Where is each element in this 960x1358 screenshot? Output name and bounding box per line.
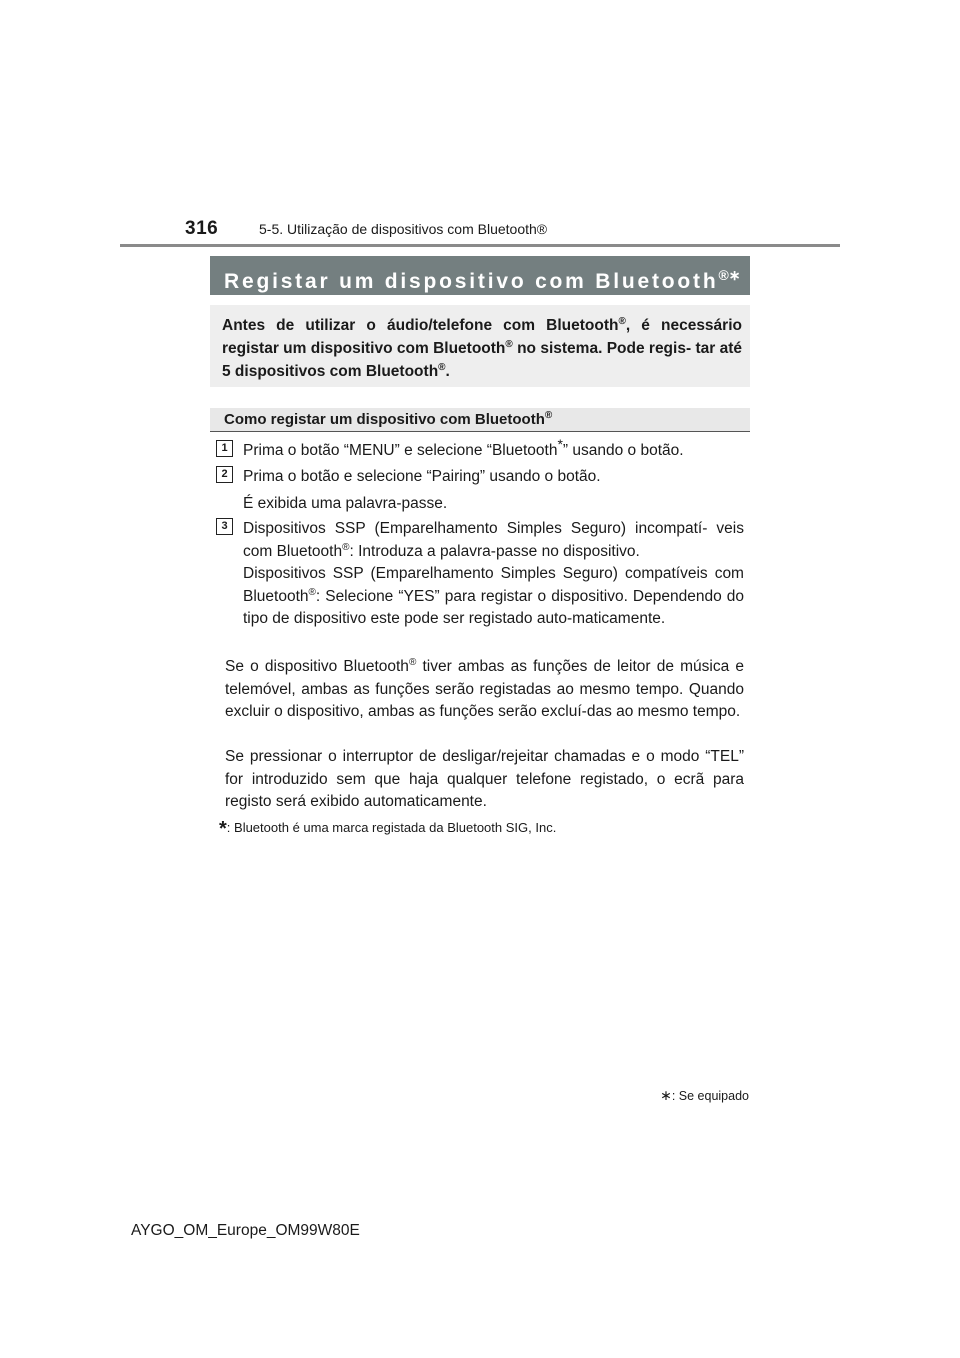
footnote-text: : Bluetooth é uma marca registada da Bluetooth SIG, Inc.: [226, 820, 557, 835]
asterisk-mark: *: [557, 436, 563, 452]
step-text: veis com Bluetooth: [243, 520, 744, 560]
registered-mark: ®: [408, 657, 417, 668]
paragraph-tel-mode: Se pressionar o interruptor de desligar/rejeitar chamadas e o modo “TEL” for introduzido sem que haja qualquer telefone registado, o ecrã para registo será exibido automaticamente.: [225, 748, 744, 810]
step-text: ” usando o botão.: [562, 442, 684, 459]
step-number-2: 2: [216, 466, 233, 483]
page-number: 316: [185, 218, 219, 239]
intro-text: no sistema. Pode regis-: [512, 340, 692, 357]
step-text: com Bluetooth: [243, 565, 744, 605]
step-text: : Introduza a palavra-passe no dispositivo.: [349, 542, 640, 560]
step-2-note: É exibida uma palavra-passe.: [243, 495, 448, 512]
registered-mark: ®: [342, 541, 350, 553]
paragraph-text: Se o dispositivo Bluetooth: [225, 658, 409, 675]
step-3-text-b: [243, 563, 744, 631]
document-code: AYGO_OM_Europe_OM99W80E: [131, 1222, 360, 1239]
intro-box: [210, 305, 750, 387]
registered-mark: ®: [618, 316, 626, 327]
paragraph-text: tiver ambas as funções de leitor de música e telemóvel, ambas as funções serão registadas ao mesmo tempo. Quando excluir o dispositivo, ambas as funções serão excluí-das ao mesmo tempo.: [225, 658, 745, 720]
asterisk-mark: *: [219, 818, 227, 840]
section-path: 5-5. Utilização de dispositivos com Bluetooth®: [259, 221, 548, 237]
registered-mark: ®: [438, 362, 446, 373]
intro-text: .: [445, 363, 450, 380]
subheading: [210, 408, 750, 432]
registered-mark: ®: [544, 410, 553, 421]
registered-mark: ®: [308, 586, 316, 598]
step-text: Dispositivos SSP (Emparelhamento Simples Seguro) incompatí-: [243, 520, 708, 537]
intro-text: , é necessário: [625, 317, 742, 334]
intro-text: Antes de utilizar o áudio/telefone com Bluetooth: [222, 317, 619, 334]
page-header: [185, 218, 840, 244]
asterisk-icon: ∗: [660, 1087, 672, 1103]
footnote: [219, 818, 556, 841]
intro-text: tar até 5 dispositivos com Bluetooth: [222, 340, 742, 380]
registered-mark: ®: [505, 339, 513, 350]
registered-mark: ®∗: [718, 267, 741, 283]
paragraph-dual-function: [225, 656, 744, 724]
step-text: Prima o botão “MENU” e selecione “Bluetooth: [243, 442, 558, 459]
equipped-note: [660, 1087, 749, 1104]
step-text: : Selecione “YES” para registar o dispositivo. Dependendo do tipo de dispositivo este pode ser registado auto-maticamente.: [243, 587, 744, 627]
intro-text: registar um dispositivo com Bluetooth: [222, 340, 506, 357]
header-divider: [120, 244, 840, 247]
step-number-3: 3: [216, 518, 233, 535]
section-title-text: Registar um dispositivo com Bluetooth: [224, 270, 719, 293]
step-1-text: [243, 436, 750, 463]
step-text: Dispositivos SSP (Emparelhamento Simples Seguro) compatíveis: [243, 565, 708, 582]
step-2-text: Prima o botão e selecione “Pairing” usando o botão.: [243, 468, 601, 485]
subheading-text: Como registar um dispositivo com Bluetooth: [224, 411, 545, 428]
equipped-text: : Se equipado: [671, 1089, 749, 1103]
section-title: [210, 256, 750, 295]
step-number-1: 1: [216, 440, 233, 457]
step-3-text-a: [243, 518, 744, 563]
